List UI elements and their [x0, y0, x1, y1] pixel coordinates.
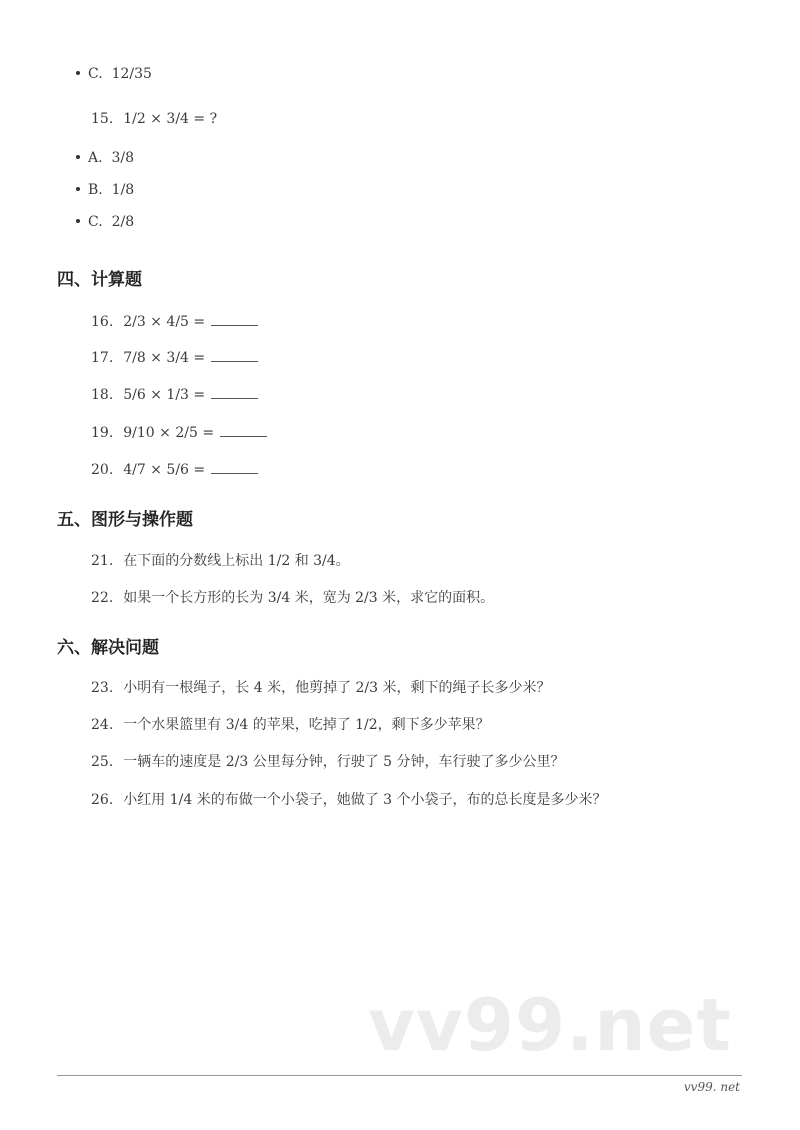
bullet-icon — [76, 71, 80, 75]
question-number: 24. — [91, 717, 114, 733]
question-number: 25. — [91, 754, 114, 770]
question-number: 22. — [91, 590, 114, 606]
question-number: 23. — [91, 680, 114, 696]
bullet-icon — [76, 219, 80, 223]
question-number: 19. — [91, 425, 114, 441]
question-text: 一个水果篮里有 3/4 的苹果，吃掉了 1/2，剩下多少苹果？ — [123, 717, 490, 733]
section-heading-calculation: 四、计算题 — [57, 270, 142, 290]
question-17 — [91, 349, 258, 367]
question-26 — [91, 791, 607, 809]
question-25 — [91, 753, 565, 771]
question-16 — [91, 313, 258, 331]
option-text: 12/35 — [111, 66, 152, 82]
question-number: 15. — [91, 111, 114, 127]
q15-option-b — [76, 181, 134, 199]
question-text: 1/2 × 3/4 = ? — [123, 111, 218, 127]
question-number: 20. — [91, 462, 114, 478]
question-number: 18. — [91, 387, 114, 403]
bullet-icon — [76, 187, 80, 191]
bullet-icon — [76, 155, 80, 159]
question-number: 16. — [91, 314, 114, 330]
q15-option-a — [76, 149, 134, 167]
question-text: 如果一个长方形的长为 3/4 米，宽为 2/3 米，求它的面积。 — [123, 590, 495, 606]
question-text: 小红用 1/4 米的布做一个小袋子，她做了 3 个小袋子，布的总长度是多少米？ — [123, 792, 607, 808]
question-text: 5/6 × 1/3 = — [123, 387, 206, 403]
question-24 — [91, 716, 490, 734]
question-20 — [91, 461, 258, 479]
question-text: 7/8 × 3/4 = — [123, 350, 206, 366]
question-18 — [91, 386, 258, 404]
question-number: 26. — [91, 792, 114, 808]
question-number: 17. — [91, 350, 114, 366]
question-22 — [91, 589, 494, 607]
question-number: 21. — [91, 553, 114, 569]
option-text: 3/8 — [111, 150, 134, 166]
answer-blank[interactable] — [211, 461, 258, 474]
question-text: 小明有一根绳子，长 4 米，他剪掉了 2/3 米，剩下的绳子长多少米？ — [123, 680, 551, 696]
watermark: vv99.net — [368, 983, 732, 1067]
option-letter: B. — [88, 182, 103, 198]
question-text: 9/10 × 2/5 = — [123, 425, 215, 441]
answer-blank[interactable] — [211, 349, 258, 362]
footer-site-label: vv99. net — [683, 1080, 740, 1094]
question-19 — [91, 424, 267, 442]
question-15 — [91, 110, 217, 128]
question-text: 2/3 × 4/5 = — [123, 314, 206, 330]
section-heading-geometry: 五、图形与操作题 — [57, 510, 193, 530]
answer-blank[interactable] — [211, 386, 258, 399]
q14-option-c — [76, 65, 152, 83]
option-letter: C. — [88, 214, 103, 230]
footer-divider — [57, 1075, 742, 1076]
option-letter: C. — [88, 66, 103, 82]
answer-blank[interactable] — [211, 313, 258, 326]
q15-option-c — [76, 213, 134, 231]
option-letter: A. — [88, 150, 103, 166]
question-text: 4/7 × 5/6 = — [123, 462, 206, 478]
option-text: 2/8 — [111, 214, 135, 230]
question-21 — [91, 552, 350, 570]
question-text: 在下面的分数线上标出 1/2 和 3/4。 — [123, 553, 350, 569]
option-text: 1/8 — [111, 182, 135, 198]
question-23 — [91, 679, 551, 697]
question-text: 一辆车的速度是 2/3 公里每分钟，行驶了 5 分钟，车行驶了多少公里？ — [123, 754, 565, 770]
section-heading-word-problems: 六、解决问题 — [57, 638, 159, 658]
answer-blank[interactable] — [220, 424, 267, 437]
